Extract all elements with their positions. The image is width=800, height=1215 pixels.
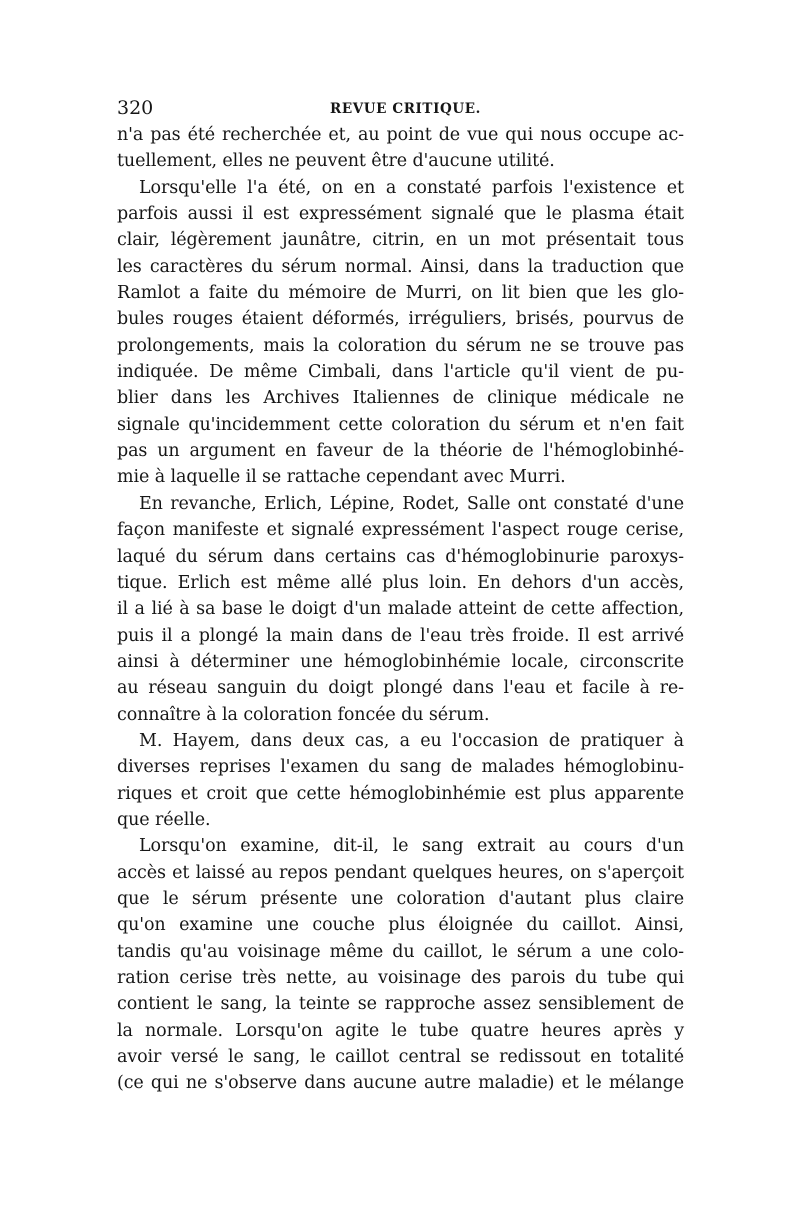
- text-line: signale qu'incidemment cette coloration du sérum et n'en fait: [117, 414, 684, 435]
- text-line: Lorsqu'on examine, dit-il, le sang extrait au cours d'un: [139, 836, 684, 857]
- text-line: tuellement, elles ne peuvent être d'aucune utilité.: [117, 151, 555, 172]
- text-line: avoir versé le sang, le caillot central se redissout en totalité: [117, 1047, 684, 1068]
- text-line: connaître à la coloration foncée du sérum.: [117, 704, 490, 725]
- text-line: façon manifeste et signalé expressément l'aspect rouge cerise,: [117, 520, 684, 541]
- text-line: contient le sang, la teinte se rapproche assez sensiblement de: [117, 994, 684, 1015]
- text-line: bules rouges étaient déformés, irréguliers, brisés, pourvus de: [117, 309, 684, 330]
- text-line: riques et croit que cette hémoglobinhémie est plus apparente: [117, 783, 684, 804]
- text-line: que réelle.: [117, 809, 211, 830]
- text-line: laqué du sérum dans certains cas d'hémoglobinurie paroxys-: [117, 546, 684, 567]
- text-line: au réseau sanguin du doigt plongé dans l'eau et facile à re-: [117, 678, 684, 699]
- text-line: En revanche, Erlich, Lépine, Rodet, Salle ont constaté d'une: [139, 493, 684, 514]
- text-line: que le sérum présente une coloration d'autant plus claire: [117, 888, 684, 909]
- text-line: ration cerise très nette, au voisinage des parois du tube qui: [117, 968, 684, 988]
- text-line: mie à laquelle il se rattache cependant avec Murri.: [117, 467, 566, 488]
- book-page: [117, 94, 684, 1097]
- text-line: blier dans les Archives Italiennes de clinique médicale ne: [117, 388, 684, 409]
- text-line: la normale. Lorsqu'on agite le tube quatre heures après y: [117, 1020, 684, 1041]
- text-line: clair, légèrement jaunâtre, citrin, en un mot présentait tous: [117, 230, 684, 251]
- text-line: il a lié à sa base le doigt d'un malade atteint de cette affection,: [117, 599, 684, 620]
- text-line: pas un argument en faveur de la théorie de l'hémoglobinhé-: [117, 441, 684, 462]
- text-line: (ce qui ne s'observe dans aucune autre maladie) et le mélange: [117, 1073, 684, 1094]
- text-line: ainsi à déterminer une hémoglobinhémie locale, circonscrite: [117, 651, 684, 672]
- text-line: M. Hayem, dans deux cas, a eu l'occasion de pratiquer à: [139, 730, 684, 751]
- text-line: n'a pas été recherchée et, au point de vue qui nous occupe ac-: [117, 125, 684, 145]
- text-line: diverses reprises l'examen du sang de malades hémoglobinu-: [117, 757, 684, 778]
- text-line: parfois aussi il est expressément signalé que le plasma était: [117, 204, 684, 225]
- text-line: prolongements, mais la coloration du sérum ne se trouve pas: [117, 335, 684, 356]
- running-header: [117, 94, 684, 122]
- text-line: indiquée. De même Cimbali, dans l'article qu'il vient de pu-: [117, 362, 684, 383]
- page-number: 320: [117, 97, 154, 119]
- text-line: les caractères du sérum normal. Ainsi, dans la traduction que: [117, 256, 684, 277]
- body-text: [117, 122, 684, 1097]
- text-line: Lorsqu'elle l'a été, on en a constaté parfois l'existence et: [139, 177, 684, 198]
- running-title: REVUE CRITIQUE.: [330, 101, 481, 117]
- text-line: accès et laissé au repos pendant quelques heures, on s'aperçoit: [117, 862, 684, 883]
- text-line: puis il a plongé la main dans de l'eau très froide. Il est arrivé: [117, 625, 684, 646]
- text-line: qu'on examine une couche plus éloignée du caillot. Ainsi,: [117, 915, 684, 936]
- text-line: tandis qu'au voisinage même du caillot, le sérum a une colo-: [117, 941, 684, 962]
- text-line: tique. Erlich est même allé plus loin. En dehors d'un accès,: [117, 572, 684, 593]
- text-line: Ramlot a faite du mémoire de Murri, on lit bien que les glo-: [117, 283, 684, 304]
